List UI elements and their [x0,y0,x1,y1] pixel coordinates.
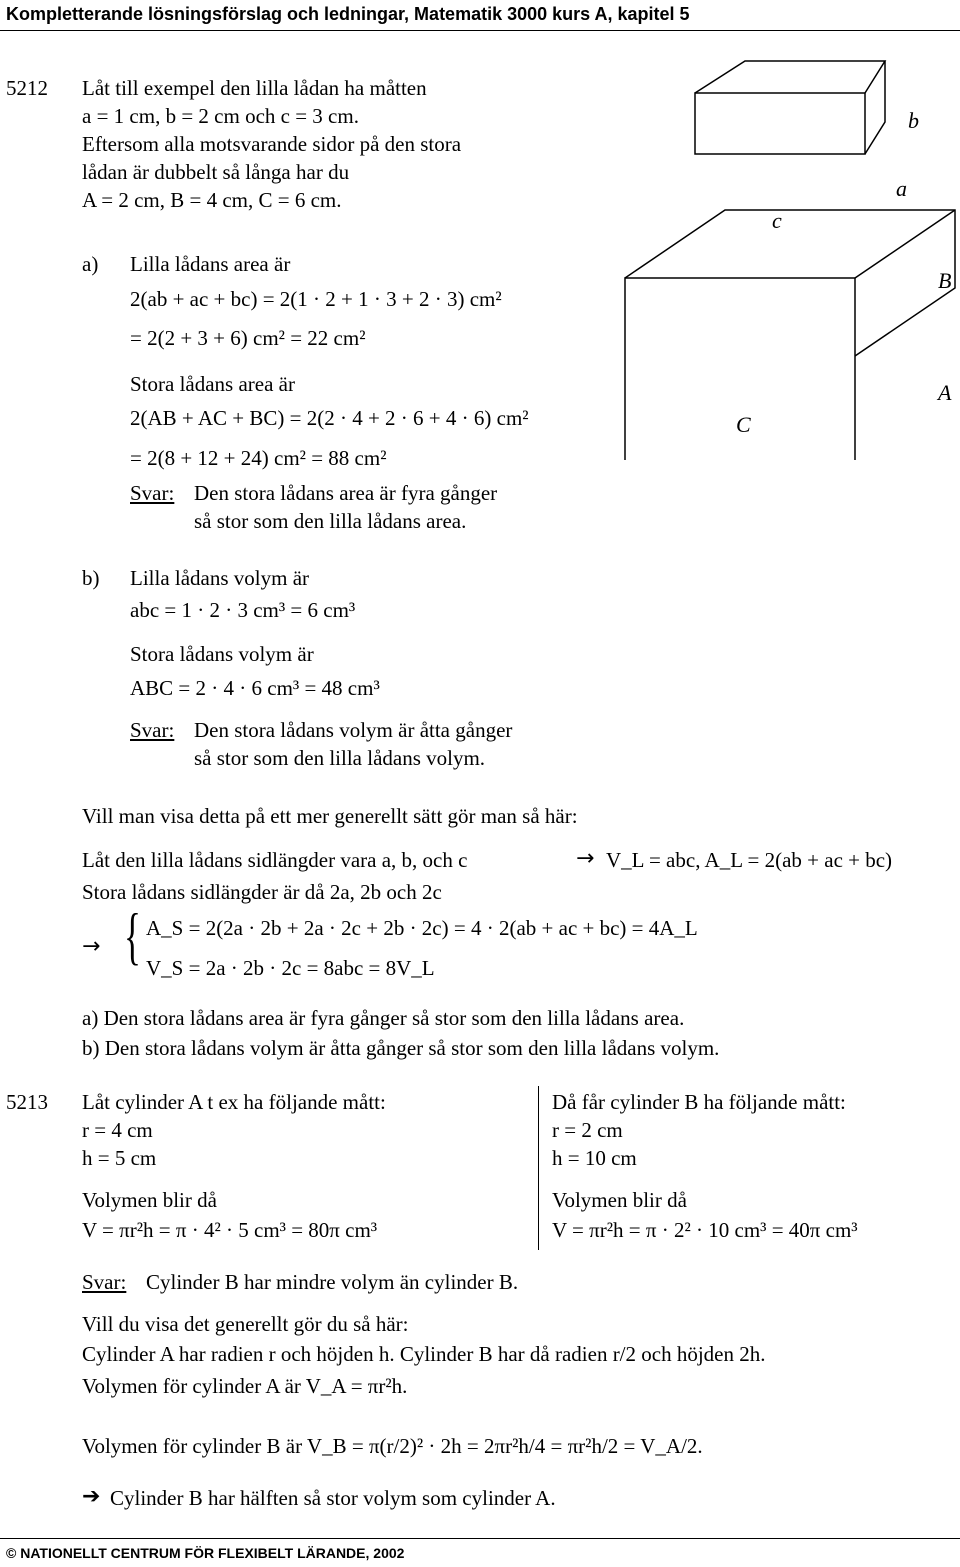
cyl-general-1: Vill du visa det generellt gör du så här: [82,1312,409,1336]
a-line-4: Stora lådans area är [130,372,295,396]
part-b-label: b) [82,566,100,590]
label-big-A: A [938,380,952,405]
box-figure [600,60,960,460]
a-line-5: 2(AB + AC + BC) = 2(2 · 4 + 2 · 6 + 4 · 6) cm² [130,406,529,430]
right-arrow-icon: → [576,846,595,871]
general-conclusion-a: a) Den stora lådans area är fyra gånger så stor som den lilla lådans area. [82,1006,685,1030]
footer-rule [0,1538,960,1539]
label-small-a: a [896,176,907,201]
cyl-a-line-2: r = 4 cm [82,1118,153,1142]
cyl-b-line-3: h = 10 cm [552,1146,637,1170]
intro-line-4: lådan är dubbelt så långa har du [82,160,350,184]
footer-copyright: © NATIONELLT CENTRUM FÖR FLEXIBELT LÄRANDE, 2002 [6,1545,405,1561]
conclusion-arrow-icon: ➔ [82,1484,101,1509]
cyl-general-5: Cylinder B har hälften så stor volym som cylinder A. [110,1486,556,1510]
label-small-c: c [772,208,782,233]
b-line-4: ABC = 2 · 4 · 6 cm³ = 48 cm³ [130,676,380,700]
a-line-2: 2(ab + ac + bc) = 2(1 · 2 + 1 · 3 + 2 · 3) cm² [130,287,502,311]
problem-number-5212: 5212 [6,76,48,100]
b-svar-label: Svar: [130,718,175,742]
general-line-1: Låt den lilla lådans sidlängder vara a, b, och c [82,848,468,872]
a-svar-line-1: Den stora lådans area är fyra gånger [194,481,498,505]
intro-line-3: Eftersom alla motsvarande sidor på den stora [82,132,462,156]
general-volume-formula: V_S = 2a · 2b · 2c = 8abc = 8V_L [146,956,435,980]
general-line-2: Stora lådans sidlängder är då 2a, 2b och 2c [82,880,442,904]
cyl-svar-label: Svar: [82,1270,127,1294]
cyl-a-line-4: Volymen blir då [82,1188,217,1212]
a-line-6: = 2(8 + 12 + 24) cm² = 88 cm² [130,446,387,470]
cyl-b-line-2: r = 2 cm [552,1118,623,1142]
intro-line-5: A = 2 cm, B = 4 cm, C = 6 cm. [82,188,342,212]
cyl-svar-text: Cylinder B har mindre volym än cylinder B. [146,1270,519,1294]
b-svar-line-1: Den stora lådans volym är åtta gånger [194,718,513,742]
label-big-C: C [736,412,751,437]
brace-icon: { [124,900,141,971]
column-divider [538,1086,539,1250]
big-box-outline [625,210,955,356]
a-svar-line-2: så stor som den lilla lådans area. [194,509,467,533]
b-line-2: abc = 1 · 2 · 3 cm³ = 6 cm³ [130,598,356,622]
cyl-a-line-3: h = 5 cm [82,1146,157,1170]
label-small-b: b [908,108,919,133]
b-svar-line-2: så stor som den lilla lådans volym. [194,746,486,770]
cyl-general-3: Volymen för cylinder A är V_A = πr²h. [82,1374,408,1398]
a-svar-label: Svar: [130,481,175,505]
intro-line-2: a = 1 cm, b = 2 cm och c = 3 cm. [82,104,359,128]
cyl-b-line-4: Volymen blir då [552,1188,687,1212]
general-formula-small: V_L = abc, A_L = 2(ab + ac + bc) [606,848,893,872]
b-line-3: Stora lådans volym är [130,642,314,666]
page-header-title: Kompletterande lösningsförslag och ledningar, Matematik 3000 kurs A, kapitel 5 [6,4,690,24]
label-big-B: B [938,268,952,293]
b-line-1: Lilla lådans volym är [130,566,310,590]
cyl-a-line-5: V = πr²h = π · 4² · 5 cm³ = 80π cm³ [82,1218,378,1242]
general-area-formula: A_S = 2(2a · 2b + 2a · 2c + 2b · 2c) = 4 · 2(ab + ac + bc) = 4A_L [146,916,698,940]
cyl-b-line-1: Då får cylinder B ha följande mått: [552,1090,846,1114]
cyl-a-line-1: Låt cylinder A t ex ha följande mått: [82,1090,386,1114]
cyl-general-4: Volymen för cylinder B är V_B = π(r/2)² · 2h = 2πr²h/4 = πr²h/2 = V_A/2. [82,1434,703,1458]
a-line-3: = 2(2 + 3 + 6) cm² = 22 cm² [130,326,366,350]
part-a-label: a) [82,252,99,276]
intro-line-1: Låt till exempel den lilla lådan ha måtten [82,76,427,100]
cyl-general-2: Cylinder A har radien r och höjden h. Cylinder B har då radien r/2 och höjden 2h. [82,1342,766,1366]
general-conclusion-b: b) Den stora lådans volym är åtta gånger så stor som den lilla lådans volym. [82,1036,720,1060]
small-box-side-face [865,61,885,154]
general-intro: Vill man visa detta på ett mer generellt sätt gör man så här: [82,804,578,828]
problem-number-5213: 5213 [6,1090,48,1114]
a-line-1: Lilla lådans area är [130,252,291,276]
cyl-b-line-5: V = πr²h = π · 2² · 10 cm³ = 40π cm³ [552,1218,858,1242]
small-box-top-face [695,61,885,93]
header-rule [0,30,960,31]
implies-arrow-icon: → [82,934,101,959]
small-box-top [695,93,865,154]
